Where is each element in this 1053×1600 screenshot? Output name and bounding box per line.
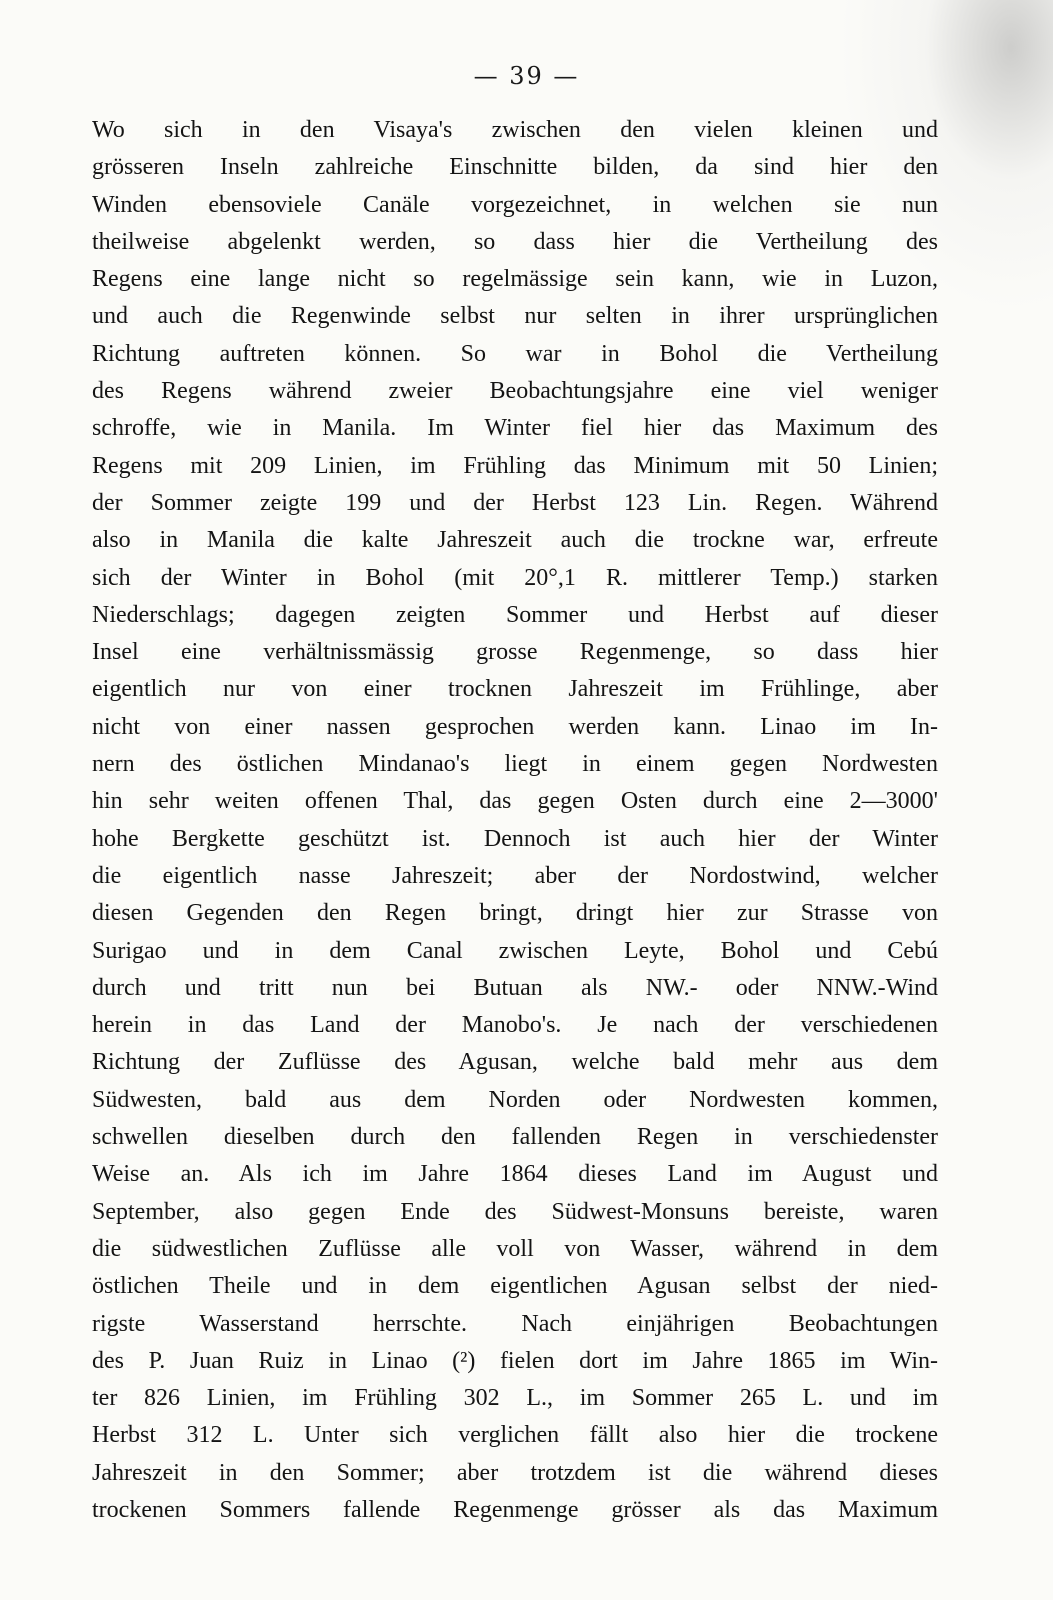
text-line: diesen Gegenden den Regen bringt, dringt hier zur Strasse von — [92, 900, 938, 927]
text-line: Jahreszeit in den Sommer; aber trotzdem ist die während dieses — [92, 1459, 938, 1486]
text-line: trockenen Sommers fallende Regenmenge grösser als das Maximum — [92, 1496, 938, 1523]
body-text — [92, 112, 938, 1529]
text-line: Wo sich in den Visaya's zwischen den vielen kleinen und — [92, 117, 938, 143]
text-line: östlichen Theile und in dem eigentlichen Agusan selbst der nied- — [92, 1273, 938, 1300]
text-line: Winden ebensoviele Canäle vorgezeichnet, in welchen sie nun — [92, 191, 938, 218]
text-line: rigste Wasserstand herrschte. Nach einjährigen Beobachtungen — [92, 1310, 938, 1337]
text-line: die eigentlich nasse Jahreszeit; aber der Nordostwind, welcher — [92, 862, 938, 889]
text-line: Richtung der Zuflüsse des Agusan, welche bald mehr aus dem — [92, 1049, 938, 1076]
text-line: des P. Juan Ruiz in Linao (²) fielen dort im Jahre 1865 im Win- — [92, 1347, 938, 1374]
text-line: ter 826 Linien, im Frühling 302 L., im Sommer 265 L. und im — [92, 1385, 938, 1412]
text-line: und auch die Regenwinde selbst nur selten in ihrer ursprünglichen — [92, 303, 938, 330]
text-line: Herbst 312 L. Unter sich verglichen fällt also hier die trockene — [92, 1422, 938, 1449]
text-line: herein in das Land der Manobo's. Je nach der verschiedenen — [92, 1012, 938, 1039]
text-line: grösseren Inseln zahlreiche Einschnitte bilden, da sind hier den — [92, 154, 938, 181]
text-line: Südwesten, bald aus dem Norden oder Nordwesten kommen, — [92, 1086, 938, 1113]
text-line: sich der Winter in Bohol (mit 20°,1 R. mittlerer Temp.) starken — [92, 564, 938, 591]
text-line: Niederschlags; dagegen zeigten Sommer und Herbst auf dieser — [92, 601, 938, 628]
text-line: die südwestlichen Zuflüsse alle voll von Wasser, während in dem — [92, 1235, 938, 1262]
text-line: durch und tritt nun bei Butuan als NW.- oder NNW.-Wind — [92, 974, 938, 1001]
text-line: nicht von einer nassen gesprochen werden kann. Linao im In- — [92, 713, 938, 740]
text-line: schwellen dieselben durch den fallenden Regen in verschiedenster — [92, 1124, 938, 1151]
text-line: Surigao und in dem Canal zwischen Leyte, Bohol und Cebú — [92, 937, 938, 964]
page-number: — 39 — — [473, 62, 580, 90]
text-line: Regens mit 209 Linien, im Frühling das Minimum mit 50 Linien; — [92, 452, 938, 479]
text-line: theilweise abgelenkt werden, so dass hier die Vertheilung des — [92, 228, 938, 255]
text-line: hohe Bergkette geschützt ist. Dennoch ist auch hier der Winter — [92, 825, 938, 852]
text-line: hin sehr weiten offenen Thal, das gegen Osten durch eine 2—3000' — [92, 788, 938, 815]
text-line: eigentlich nur von einer trocknen Jahreszeit im Frühlinge, aber — [92, 676, 938, 703]
text-line: Richtung auftreten können. So war in Bohol die Vertheilung — [92, 340, 938, 367]
text-line: also in Manila die kalte Jahreszeit auch die trockne war, erfreute — [92, 527, 938, 554]
text-line: des Regens während zweier Beobachtungsjahre eine viel weniger — [92, 378, 938, 405]
text-line: Insel eine verhältnissmässig grosse Regenmenge, so dass hier — [92, 639, 938, 666]
text-line: schroffe, wie in Manila. Im Winter fiel hier das Maximum des — [92, 415, 938, 442]
text-line: September, also gegen Ende des Südwest-Monsuns bereiste, waren — [92, 1198, 938, 1225]
text-line: der Sommer zeigte 199 und der Herbst 123 Lin. Regen. Während — [92, 489, 938, 516]
text-line: nern des östlichen Mindanao's liegt in einem gegen Nordwesten — [92, 751, 938, 778]
text-line: Regens eine lange nicht so regelmässige sein kann, wie in Luzon, — [92, 266, 938, 293]
text-line: Weise an. Als ich im Jahre 1864 dieses Land im August und — [92, 1161, 938, 1188]
